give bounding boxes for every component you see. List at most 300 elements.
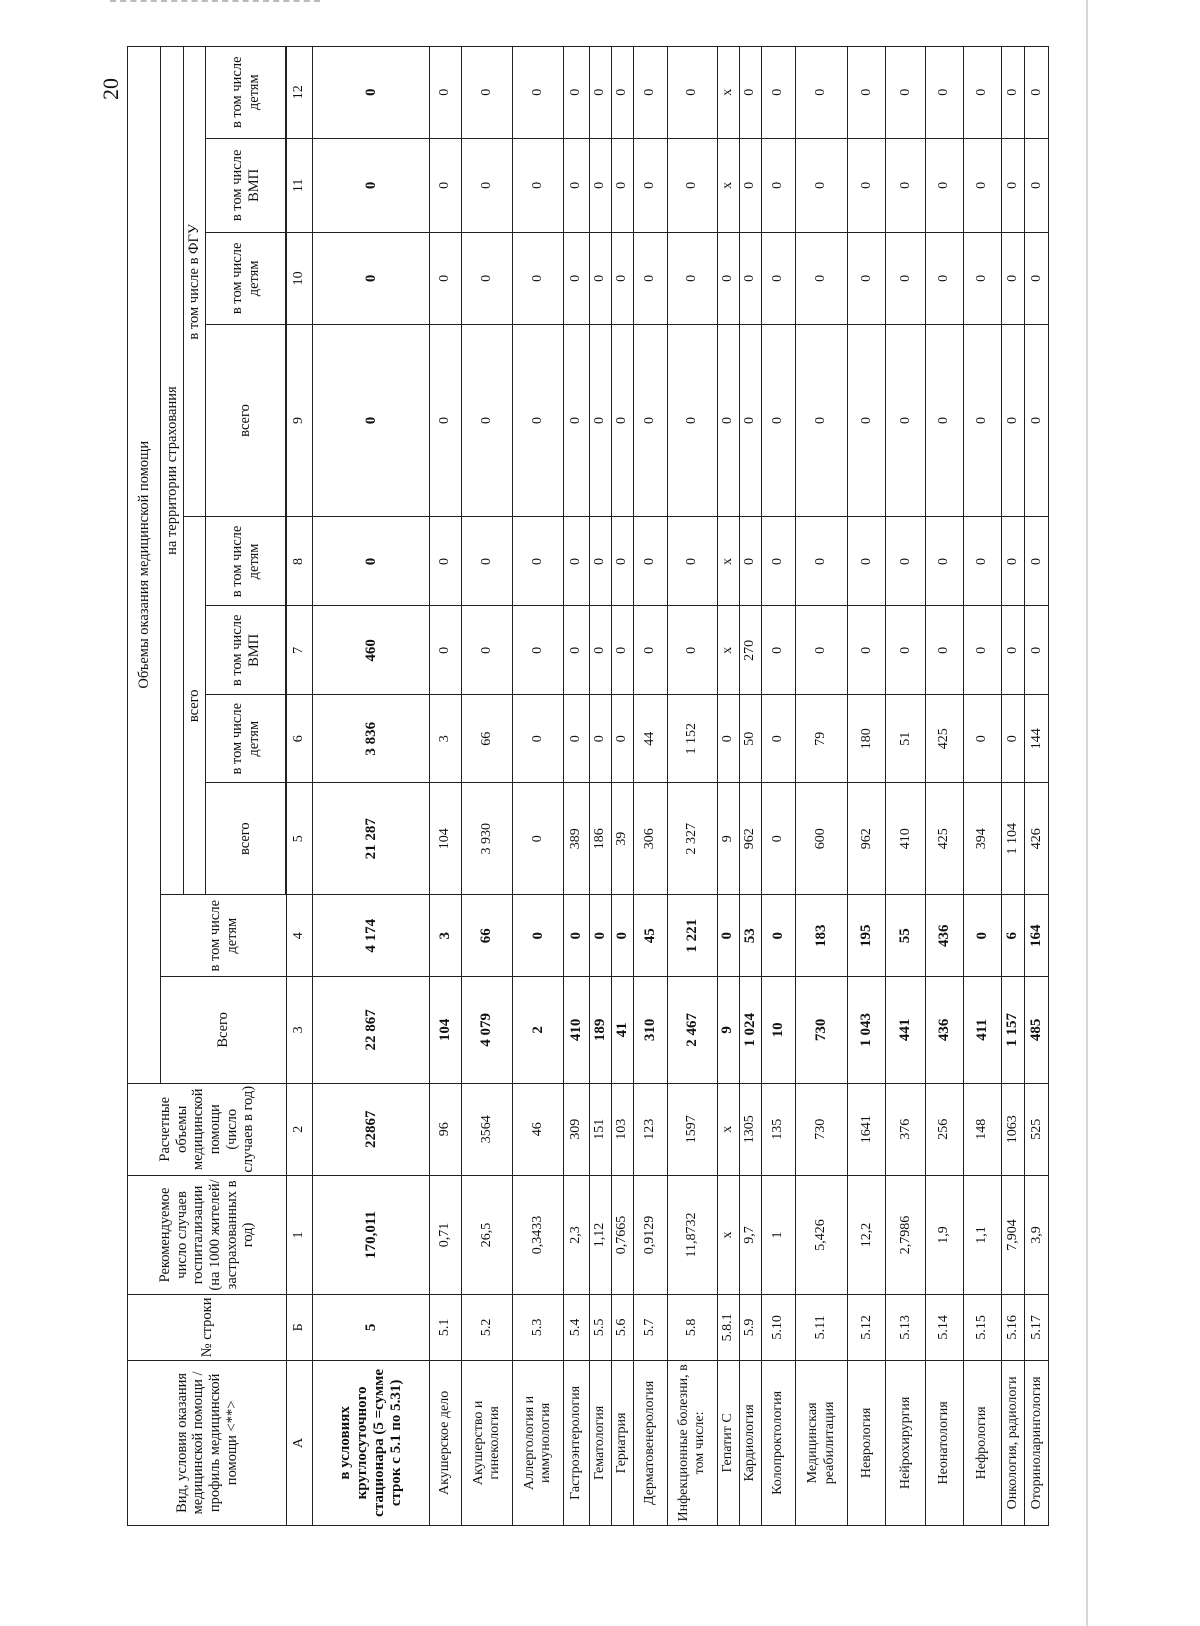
index-cell: 8: [287, 517, 313, 606]
row-c7: 0: [795, 606, 848, 695]
table-row: [633, 47, 668, 1526]
row-c9: 0: [589, 324, 611, 517]
row-c3: 411: [963, 977, 1001, 1083]
row-no: 5.3: [513, 1294, 564, 1360]
page-edge: [1086, 0, 1088, 1626]
row-c8: 0: [633, 517, 668, 606]
row-c7: 0: [926, 606, 964, 695]
row-c8: 0: [589, 517, 611, 606]
row-calc: 525: [1025, 1083, 1049, 1175]
row-c11: 0: [926, 138, 964, 233]
row-c9: 0: [461, 324, 513, 517]
index-cell: 5: [287, 783, 313, 895]
row-rec: 0,3433: [513, 1175, 564, 1294]
row-calc: 96: [430, 1083, 461, 1175]
row-no: 5: [312, 1294, 430, 1360]
row-c4: 55: [886, 895, 926, 977]
row-name: Кардиология: [739, 1360, 762, 1525]
index-cell: А: [287, 1360, 313, 1525]
row-c4: 53: [739, 895, 762, 977]
row-c9: 0: [795, 324, 848, 517]
row-c3: 1 157: [1001, 977, 1025, 1083]
row-c12: 0: [1001, 47, 1025, 139]
row-c9: 0: [668, 324, 718, 517]
row-c11: 0: [430, 138, 461, 233]
row-c5: 962: [848, 783, 886, 895]
row-c9: 0: [886, 324, 926, 517]
row-name: Неврология: [848, 1360, 886, 1525]
header-volumes: Объемы оказания медицинской помощи: [128, 47, 161, 1084]
header-children5: в том числе детям: [206, 47, 286, 139]
row-c5: 186: [589, 783, 611, 895]
row-c4: 0: [611, 895, 633, 977]
row-c10: 0: [1025, 233, 1049, 324]
row-c5: 410: [886, 783, 926, 895]
row-no: 5.16: [1001, 1294, 1025, 1360]
row-c12: 0: [762, 47, 795, 139]
row-c3: 410: [564, 977, 590, 1083]
row-c6: 144: [1025, 695, 1049, 783]
row-c11: 0: [461, 138, 513, 233]
row-c8: 0: [926, 517, 964, 606]
row-c10: 0: [633, 233, 668, 324]
row-c9: 0: [762, 324, 795, 517]
row-c5: 1 104: [1001, 783, 1025, 895]
table-row: [430, 47, 461, 1526]
row-c6: 79: [795, 695, 848, 783]
row-no: 5.9: [739, 1294, 762, 1360]
row-c4: 4 174: [312, 895, 430, 977]
row-c11: 0: [564, 138, 590, 233]
row-c12: 0: [1025, 47, 1049, 139]
row-c6: 51: [886, 695, 926, 783]
table-row: [564, 47, 590, 1526]
row-name: в условиях круглосуточного стационара (5 =сумме строк с 5.1 по 5.31): [312, 1360, 430, 1525]
index-cell: 2: [287, 1083, 313, 1175]
row-c8: 0: [848, 517, 886, 606]
row-name: Акушерство и гинекология: [461, 1360, 513, 1525]
row-c10: 0: [963, 233, 1001, 324]
row-no: 5.4: [564, 1294, 590, 1360]
row-no: 5.7: [633, 1294, 668, 1360]
row-rec: 1,1: [963, 1175, 1001, 1294]
row-rec: 2,7986: [886, 1175, 926, 1294]
row-c7: 0: [611, 606, 633, 695]
row-name: Нефрология: [963, 1360, 1001, 1525]
table-row: [611, 47, 633, 1526]
row-c3: 1 024: [739, 977, 762, 1083]
row-c12: 0: [312, 47, 430, 139]
row-c6: 0: [762, 695, 795, 783]
row-c4: 6: [1001, 895, 1025, 977]
row-c10: 0: [312, 233, 430, 324]
row-c8: 0: [795, 517, 848, 606]
row-c3: 485: [1025, 977, 1049, 1083]
row-calc: 1063: [1001, 1083, 1025, 1175]
row-rec: 9,7: [739, 1175, 762, 1294]
row-c3: 104: [430, 977, 461, 1083]
row-c4: 164: [1025, 895, 1049, 977]
index-cell: 3: [287, 977, 313, 1083]
row-c8: 0: [762, 517, 795, 606]
row-c3: 1 043: [848, 977, 886, 1083]
row-c12: 0: [963, 47, 1001, 139]
row-name: Аллергология и иммунология: [513, 1360, 564, 1525]
row-c4: 195: [848, 895, 886, 977]
row-no: 5.6: [611, 1294, 633, 1360]
table-row: [1001, 47, 1025, 1526]
row-c11: 0: [739, 138, 762, 233]
header-vsego-group: всего: [184, 517, 206, 895]
row-c7: 0: [513, 606, 564, 695]
row-c12: 0: [848, 47, 886, 139]
row-c10: 0: [926, 233, 964, 324]
table-row-total: [312, 47, 430, 1526]
header-children3: в том числе детям: [206, 517, 286, 606]
index-cell: 11: [287, 138, 313, 233]
row-c4: 183: [795, 895, 848, 977]
table-row: [795, 47, 848, 1526]
row-rec: х: [717, 1175, 739, 1294]
header-vsego: всего: [206, 783, 286, 895]
index-cell: 12: [287, 47, 313, 139]
row-c12: х: [717, 47, 739, 139]
header-territory: на территории страхования: [161, 47, 184, 895]
row-c5: 426: [1025, 783, 1049, 895]
row-calc: х: [717, 1083, 739, 1175]
row-c6: 1 152: [668, 695, 718, 783]
header-col-2: Расчетные объемы медицинской помощи (число случаев в год): [128, 1083, 287, 1175]
header-col-a: Вид, условия оказания медицинской помощи / профиль медицинской помощи <**>: [128, 1360, 287, 1525]
row-no: 5.8.1: [717, 1294, 739, 1360]
row-c11: 0: [611, 138, 633, 233]
row-c12: 0: [589, 47, 611, 139]
row-no: 5.5: [589, 1294, 611, 1360]
row-c10: 0: [739, 233, 762, 324]
row-c9: 0: [1025, 324, 1049, 517]
row-name: Медицинская реабилитация: [795, 1360, 848, 1525]
row-c6: 0: [611, 695, 633, 783]
row-c4: 0: [589, 895, 611, 977]
row-c6: 66: [461, 695, 513, 783]
volumes-table: [127, 46, 1049, 1526]
row-c5: 9: [717, 783, 739, 895]
row-c5: 389: [564, 783, 590, 895]
row-c4: 0: [762, 895, 795, 977]
row-rec: 12,2: [848, 1175, 886, 1294]
row-c5: 600: [795, 783, 848, 895]
rotated-table-wrapper: [127, 46, 1049, 1526]
row-c10: 0: [461, 233, 513, 324]
row-c10: 0: [886, 233, 926, 324]
row-c6: 44: [633, 695, 668, 783]
row-name: Оториноларингология: [1025, 1360, 1049, 1525]
table-row: [848, 47, 886, 1526]
row-c9: 0: [312, 324, 430, 517]
row-c11: 0: [762, 138, 795, 233]
row-c5: 394: [963, 783, 1001, 895]
row-c11: 0: [963, 138, 1001, 233]
row-c11: х: [717, 138, 739, 233]
row-c12: 0: [739, 47, 762, 139]
row-c12: 0: [430, 47, 461, 139]
row-c5: 425: [926, 783, 964, 895]
row-c5: 306: [633, 783, 668, 895]
header-total: Всего: [161, 977, 287, 1083]
row-c12: 0: [564, 47, 590, 139]
row-c7: 460: [312, 606, 430, 695]
row-c4: 0: [963, 895, 1001, 977]
row-calc: 309: [564, 1083, 590, 1175]
index-cell: 6: [287, 695, 313, 783]
page-number: 20: [98, 78, 123, 100]
row-rec: 7,904: [1001, 1175, 1025, 1294]
row-c10: 0: [513, 233, 564, 324]
row-name: Акушерское дело: [430, 1360, 461, 1525]
row-c6: 0: [513, 695, 564, 783]
row-c5: 104: [430, 783, 461, 895]
row-c9: 0: [430, 324, 461, 517]
row-c9: 0: [513, 324, 564, 517]
row-c8: 0: [886, 517, 926, 606]
row-no: 5.10: [762, 1294, 795, 1360]
row-c12: 0: [926, 47, 964, 139]
row-c10: 0: [717, 233, 739, 324]
row-c4: 436: [926, 895, 964, 977]
row-calc: 256: [926, 1083, 964, 1175]
row-rec: 2,3: [564, 1175, 590, 1294]
index-cell: 1: [287, 1175, 313, 1294]
row-name: Гериатрия: [611, 1360, 633, 1525]
row-c12: 0: [633, 47, 668, 139]
row-no: 5.15: [963, 1294, 1001, 1360]
row-c10: 0: [1001, 233, 1025, 324]
row-c8: 0: [668, 517, 718, 606]
row-rec: 26,5: [461, 1175, 513, 1294]
table-row: [513, 47, 564, 1526]
row-c4: 1 221: [668, 895, 718, 977]
row-c7: 0: [430, 606, 461, 695]
row-calc: 1641: [848, 1083, 886, 1175]
row-c4: 66: [461, 895, 513, 977]
row-c11: 0: [1001, 138, 1025, 233]
row-rec: 0,7665: [611, 1175, 633, 1294]
row-calc: 123: [633, 1083, 668, 1175]
row-name: Гастроэнтерология: [564, 1360, 590, 1525]
row-c6: 0: [589, 695, 611, 783]
row-calc: 148: [963, 1083, 1001, 1175]
row-c8: 0: [963, 517, 1001, 606]
header-children: в том числе детям: [161, 895, 287, 977]
row-c8: 0: [611, 517, 633, 606]
row-rec: 11,8732: [668, 1175, 718, 1294]
row-c11: 0: [633, 138, 668, 233]
header-vmp: в том числе ВМП: [206, 606, 286, 695]
row-c9: 0: [739, 324, 762, 517]
header-fgu: в том числе в ФГУ: [184, 47, 206, 517]
row-c11: 0: [513, 138, 564, 233]
row-c11: 0: [795, 138, 848, 233]
header-vsego2: всего: [206, 324, 286, 517]
row-c9: 0: [611, 324, 633, 517]
row-no: 5.1: [430, 1294, 461, 1360]
row-c8: 0: [461, 517, 513, 606]
row-name: Дерматовенерология: [633, 1360, 668, 1525]
row-calc: 1305: [739, 1083, 762, 1175]
row-no: 5.13: [886, 1294, 926, 1360]
row-c11: 0: [668, 138, 718, 233]
row-calc: 3564: [461, 1083, 513, 1175]
row-no: 5.8: [668, 1294, 718, 1360]
header-vmp2: в том числе ВМП: [206, 138, 286, 233]
row-c12: 0: [795, 47, 848, 139]
row-c8: 0: [564, 517, 590, 606]
row-c6: 0: [717, 695, 739, 783]
row-c8: х: [717, 517, 739, 606]
row-no: 5.12: [848, 1294, 886, 1360]
row-c9: 0: [717, 324, 739, 517]
row-c6: 0: [963, 695, 1001, 783]
row-calc: 46: [513, 1083, 564, 1175]
row-c3: 730: [795, 977, 848, 1083]
row-calc: 22867: [312, 1083, 430, 1175]
row-c8: 0: [430, 517, 461, 606]
row-c7: 0: [461, 606, 513, 695]
row-c7: 0: [762, 606, 795, 695]
row-calc: 103: [611, 1083, 633, 1175]
row-c7: 0: [668, 606, 718, 695]
table-row: [461, 47, 513, 1526]
header-col-b: № строки: [128, 1294, 287, 1360]
header-children2: в том числе детям: [206, 695, 286, 783]
row-name: Нейрохирургия: [886, 1360, 926, 1525]
row-c3: 189: [589, 977, 611, 1083]
table-row: [963, 47, 1001, 1526]
row-c4: 0: [564, 895, 590, 977]
row-c6: 50: [739, 695, 762, 783]
row-c7: 270: [739, 606, 762, 695]
row-c3: 41: [611, 977, 633, 1083]
row-c9: 0: [848, 324, 886, 517]
row-rec: 1,9: [926, 1175, 964, 1294]
row-rec: 1: [762, 1175, 795, 1294]
row-c9: 0: [633, 324, 668, 517]
row-calc: 376: [886, 1083, 926, 1175]
row-c7: 0: [589, 606, 611, 695]
row-rec: 170,011: [312, 1175, 430, 1294]
row-c11: 0: [886, 138, 926, 233]
index-cell: 10: [287, 233, 313, 324]
row-c7: 0: [886, 606, 926, 695]
row-c5: 0: [762, 783, 795, 895]
row-c12: 0: [611, 47, 633, 139]
index-cell: 4: [287, 895, 313, 977]
row-c4: 0: [513, 895, 564, 977]
row-no: 5.14: [926, 1294, 964, 1360]
row-c5: 21 287: [312, 783, 430, 895]
row-c10: 0: [762, 233, 795, 324]
header-children4: в том числе детям: [206, 233, 286, 324]
row-c6: 3 836: [312, 695, 430, 783]
row-c8: 0: [1025, 517, 1049, 606]
table-row: [739, 47, 762, 1526]
row-c3: 436: [926, 977, 964, 1083]
row-calc: 151: [589, 1083, 611, 1175]
row-name: Гематология: [589, 1360, 611, 1525]
table-row: [589, 47, 611, 1526]
row-calc: 1597: [668, 1083, 718, 1175]
row-c6: 0: [564, 695, 590, 783]
header-col-1: Рекомендуемое число случаев госпитализации (на 1000 жителей/ застрахованных в год): [128, 1175, 287, 1294]
row-name: Колопроктология: [762, 1360, 795, 1525]
index-row: [287, 47, 313, 1526]
row-c10: 0: [430, 233, 461, 324]
table-row: [717, 47, 739, 1526]
row-c5: 39: [611, 783, 633, 895]
row-c11: 0: [589, 138, 611, 233]
row-c9: 0: [1001, 324, 1025, 517]
row-c3: 22 867: [312, 977, 430, 1083]
row-name: Онкология, радиологи: [1001, 1360, 1025, 1525]
table-row: [762, 47, 795, 1526]
row-c3: 4 079: [461, 977, 513, 1083]
row-no: 5.2: [461, 1294, 513, 1360]
row-name: Инфекционные болезни, в том числе:: [668, 1360, 718, 1525]
row-rec: 0,9129: [633, 1175, 668, 1294]
row-c4: 3: [430, 895, 461, 977]
row-c7: х: [717, 606, 739, 695]
row-c12: 0: [513, 47, 564, 139]
row-c6: 180: [848, 695, 886, 783]
row-c3: 2: [513, 977, 564, 1083]
row-c8: 0: [513, 517, 564, 606]
row-c6: 3: [430, 695, 461, 783]
row-c8: 0: [1001, 517, 1025, 606]
row-c3: 10: [762, 977, 795, 1083]
row-c7: 0: [848, 606, 886, 695]
row-calc: 135: [762, 1083, 795, 1175]
row-c3: 441: [886, 977, 926, 1083]
table-row: [1025, 47, 1049, 1526]
row-c3: 2 467: [668, 977, 718, 1083]
table-row: [926, 47, 964, 1526]
row-c3: 310: [633, 977, 668, 1083]
row-rec: 3,9: [1025, 1175, 1049, 1294]
row-rec: 1,12: [589, 1175, 611, 1294]
row-c10: 0: [795, 233, 848, 324]
row-c12: 0: [886, 47, 926, 139]
row-c10: 0: [611, 233, 633, 324]
row-no: 5.11: [795, 1294, 848, 1360]
row-c11: 0: [312, 138, 430, 233]
index-cell: 7: [287, 606, 313, 695]
row-c7: 0: [633, 606, 668, 695]
table-row: [668, 47, 718, 1526]
row-rec: 5,426: [795, 1175, 848, 1294]
row-c9: 0: [564, 324, 590, 517]
row-c5: 3 930: [461, 783, 513, 895]
scan-artifact: [110, 0, 320, 7]
row-c3: 9: [717, 977, 739, 1083]
row-c6: 425: [926, 695, 964, 783]
row-c10: 0: [668, 233, 718, 324]
row-no: 5.17: [1025, 1294, 1049, 1360]
row-c8: 0: [312, 517, 430, 606]
index-cell: Б: [287, 1294, 313, 1360]
row-c10: 0: [848, 233, 886, 324]
row-c12: 0: [668, 47, 718, 139]
row-c5: 0: [513, 783, 564, 895]
